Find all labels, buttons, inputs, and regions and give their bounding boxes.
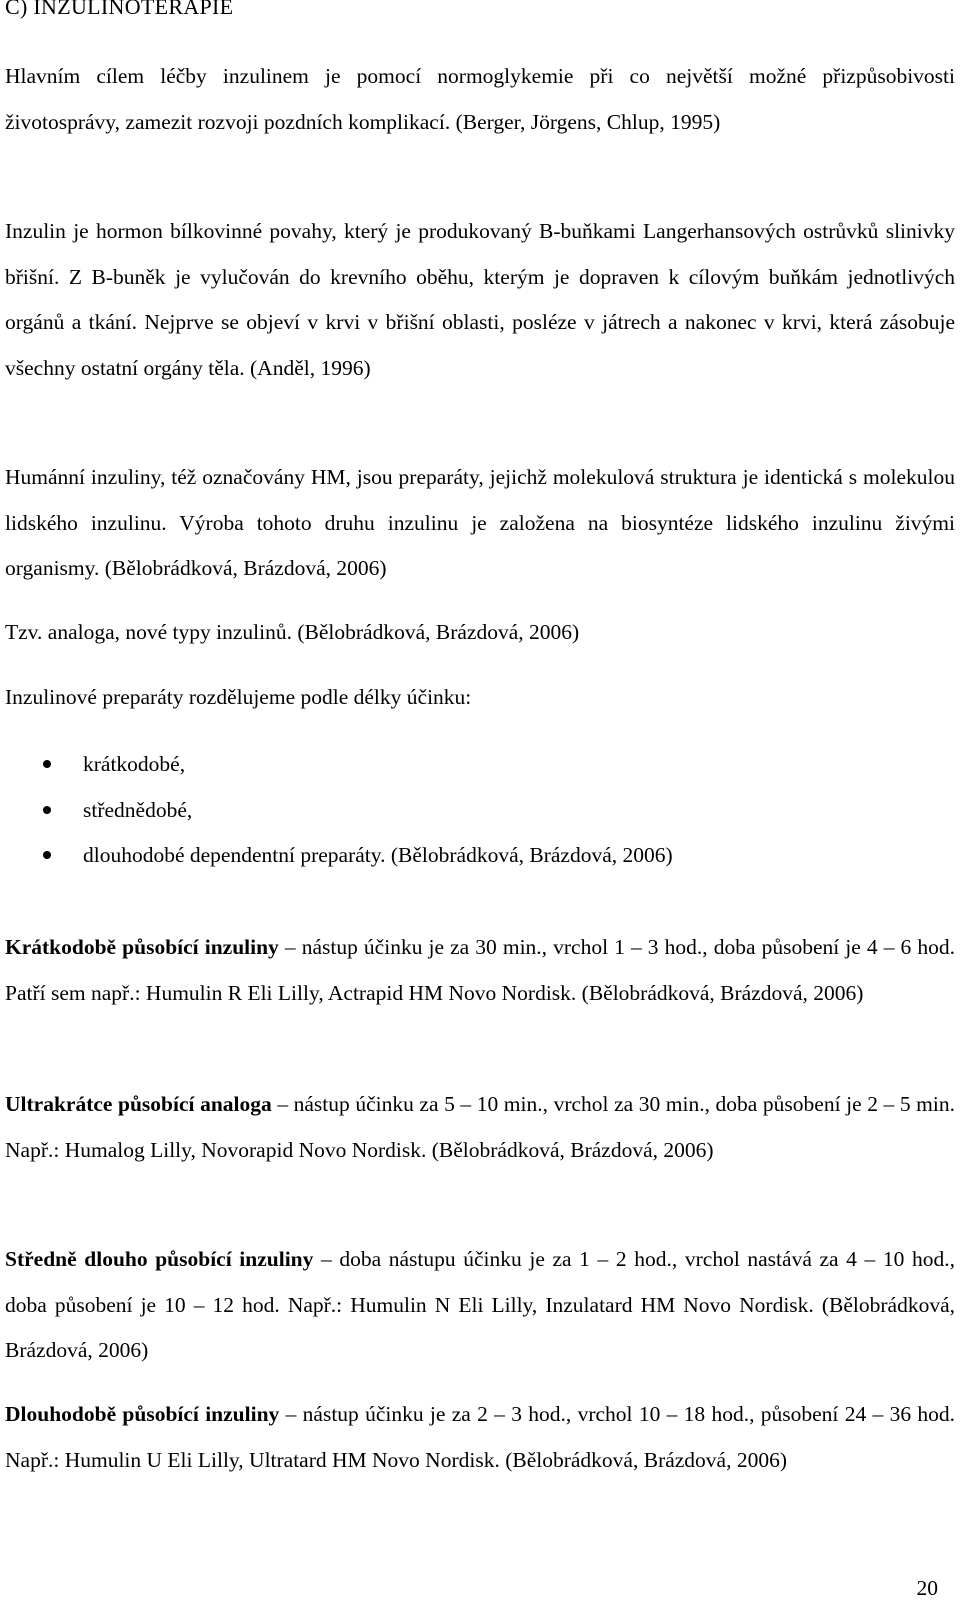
list-item bbox=[5, 788, 955, 834]
duration-list bbox=[5, 742, 955, 879]
description-short-acting: – nástup účinku je za 30 min., vrchol 1 – 3 hod., doba působení je 4 – 6 hod. Patří sem např.: Humulin R Eli Lilly, Actrapid HM Novo Nordisk. (Bělobrádková, Brázdová, 2006) bbox=[5, 935, 955, 1005]
paragraph-long-acting bbox=[5, 1392, 955, 1483]
list-item-text: dlouhodobé dependentní preparáty. (Bělobrádková, Brázdová, 2006) bbox=[83, 843, 673, 867]
paragraph-goal: Hlavním cílem léčby inzulinem je pomocí normoglykemie při co největší možné přizpůsobivosti životosprávy, zamezit rozvoji pozdních komplikací. (Berger, Jörgens, Chlup, 1995) bbox=[5, 64, 955, 134]
paragraph-human-insulins: Humánní inzuliny, též označovány HM, jsou preparáty, jejichž molekulová struktura je identická s molekulou lidského inzulinu. Výroba tohoto druhu inzulinu je založena na biosyntéze lidského inzulinu živými organismy. (Bělobrádková, Brázdová, 2006) bbox=[5, 465, 955, 580]
paragraph-intermediate-acting bbox=[5, 1237, 955, 1374]
bullet-icon bbox=[43, 851, 51, 859]
description-intermediate-acting: – doba nástupu účinku je za 1 – 2 hod., vrchol nastává za 4 – 10 hod., doba působení je 10 – 12 hod. Např.: Humulin N Eli Lilly, Inzulatard HM Novo Nordisk. (Bělobrádková, Brázdová, 2006) bbox=[5, 1247, 955, 1362]
paragraph-ultra-short-acting bbox=[5, 1082, 955, 1173]
paragraph-division-intro: Inzulinové preparáty rozdělujeme podle délky účinku: bbox=[5, 685, 472, 709]
section-heading: C) INZULINOTERAPIE bbox=[5, 0, 234, 19]
bullet-icon bbox=[43, 760, 51, 768]
paragraph-insulin-hormone: Inzulin je hormon bílkovinné povahy, který je produkovaný B-buňkami Langerhansových ostrůvků slinivky břišní. Z B-buněk je vylučován do krevního oběhu, kterým je dopraven k cílovým buňkám jednotlivých orgánů a tkání. Nejprve se objeví v krvi v břišní oblasti, posléze v játrech a nakonec v krvi, která zásobuje všechny ostatní orgány těla. (Anděl, 1996) bbox=[5, 219, 955, 380]
paragraph-analogues: Tzv. analoga, nové typy inzulinů. (Bělobrádková, Brázdová, 2006) bbox=[5, 620, 580, 644]
document-page bbox=[5, 0, 955, 1472]
list-item bbox=[5, 742, 955, 788]
term-short-acting: Krátkodobě působící inzuliny bbox=[5, 935, 279, 959]
paragraph-short-acting bbox=[5, 925, 955, 1016]
list-item-text: krátkodobé, bbox=[83, 752, 186, 776]
term-long-acting: Dlouhodobě působící inzuliny bbox=[5, 1402, 280, 1426]
description-long-acting: – nástup účinku je za 2 – 3 hod., vrchol 10 – 18 hod., působení 24 – 36 hod. Např.: Humulin U Eli Lilly, Ultratard HM Novo Nordisk. (Bělobrádková, Brázdová, 2006) bbox=[5, 1402, 955, 1472]
description-ultra-short-acting: – nástup účinku za 5 – 10 min., vrchol za 30 min., doba působení je 2 – 5 min. Např.: Humalog Lilly, Novorapid Novo Nordisk. (Bělobrádková, Brázdová, 2006) bbox=[5, 1092, 955, 1162]
bullet-icon bbox=[43, 806, 51, 814]
page-number: 20 bbox=[916, 1576, 938, 1600]
list-item-text: střednědobé, bbox=[83, 797, 193, 822]
term-intermediate-acting: Středně dlouho působící inzuliny bbox=[5, 1247, 314, 1271]
term-ultra-short-acting: Ultrakrátce působící analoga bbox=[5, 1092, 272, 1116]
list-item bbox=[5, 833, 955, 879]
